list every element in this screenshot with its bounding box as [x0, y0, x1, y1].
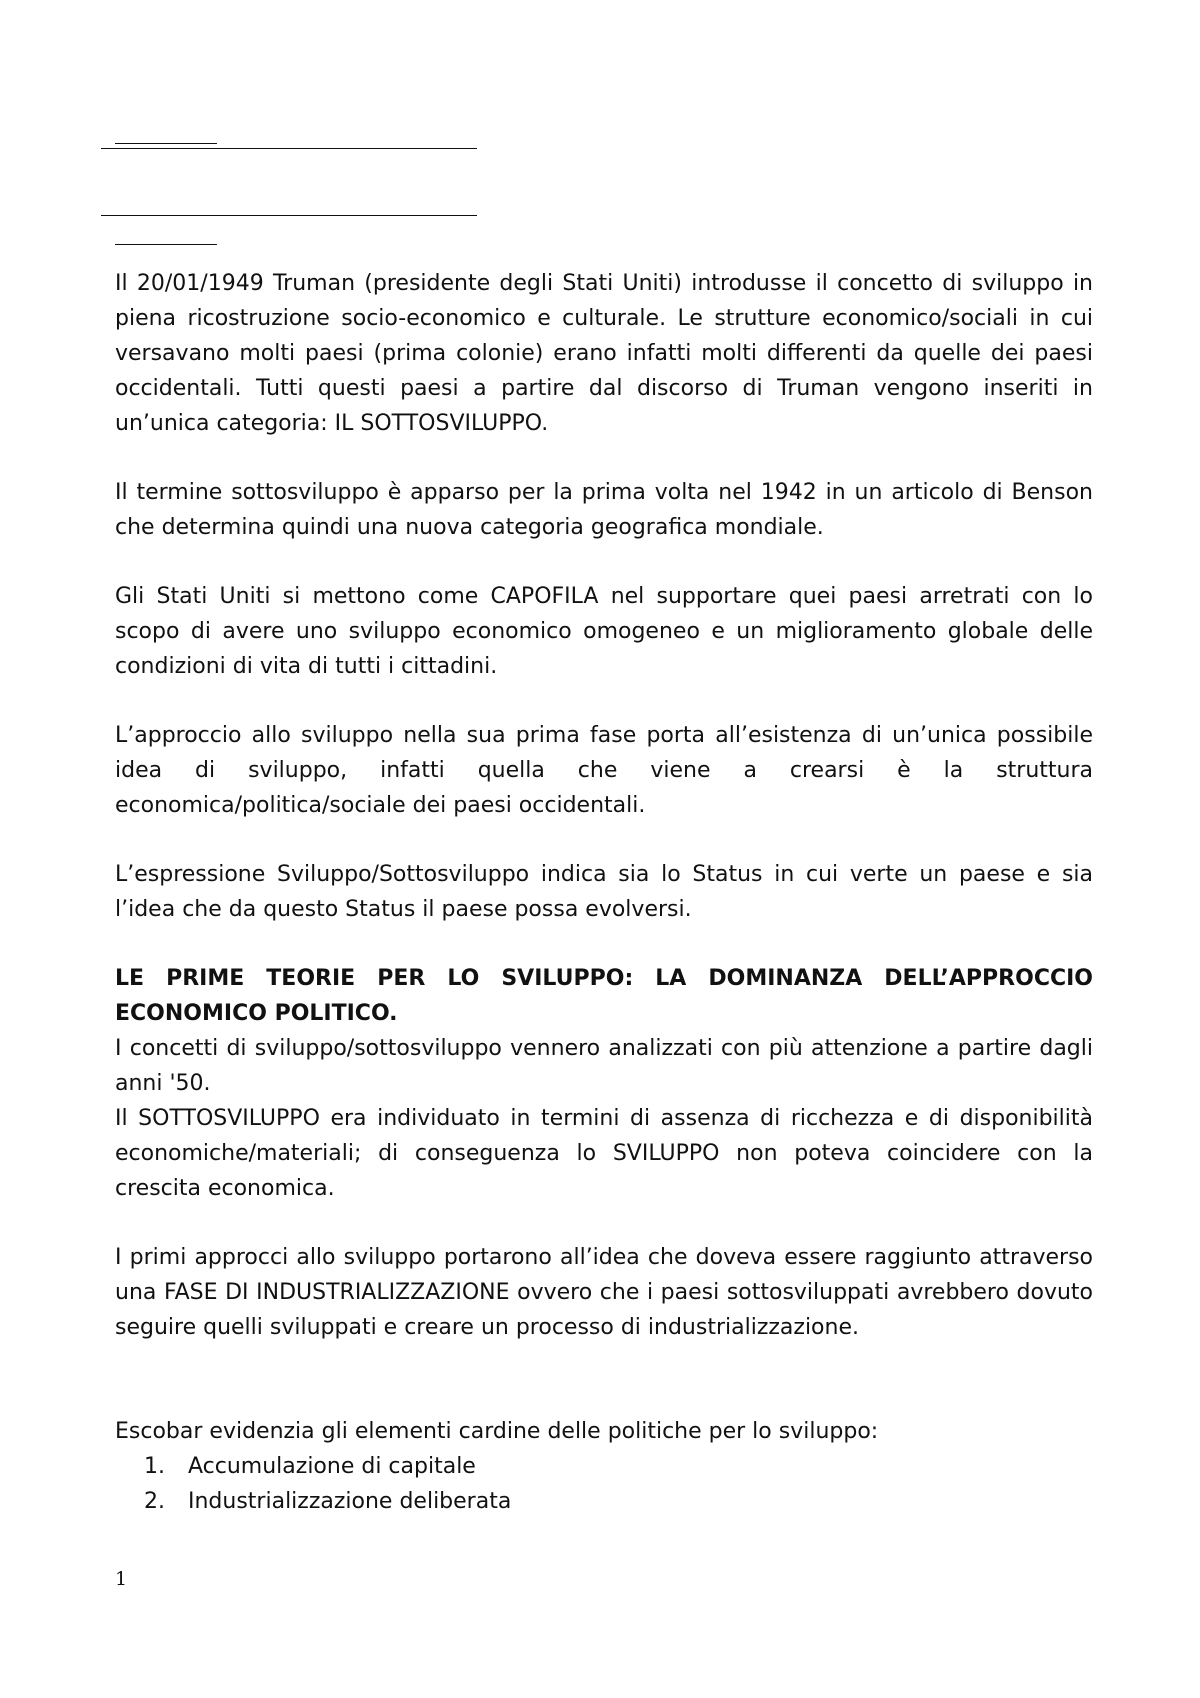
- list-item-text: Industrializzazione deliberata: [188, 1489, 512, 1514]
- paragraph-industrializzazione: I primi approcci allo sviluppo portarono all’idea che doveva essere raggiunto attraverso una FASE DI INDUSTRIALIZZAZIONE ovvero che i paesi sottosviluppati avrebbero dovuto seguire quelli sviluppati e creare un processo di industrializzazione.: [115, 1245, 1093, 1340]
- list-item: [115, 1484, 1093, 1519]
- paragraph-approccio: L’approccio allo sviluppo nella sua prima fase porta all’esistenza di un’unica possibile idea di sviluppo, infatti quella che viene a crearsi è la struttura economica/politica/sociale dei paesi occidentali.: [115, 723, 1093, 818]
- list-item-number: 2.: [144, 1489, 165, 1514]
- separator-line-long: [101, 215, 477, 216]
- paragraph-concetti: I concetti di sviluppo/sottosviluppo vennero analizzati con più attenzione a partire dagli anni '50.: [115, 1036, 1093, 1096]
- page-number: 1: [115, 1568, 128, 1590]
- paragraph-escobar: Escobar evidenzia gli elementi cardine delle politiche per lo sviluppo:: [115, 1419, 879, 1444]
- paragraph-truman: Il 20/01/1949 Truman (presidente degli Stati Uniti) introdusse il concetto di sviluppo in piena ricostruzione socio-economico e culturale. Le strutture economico/sociali in cui versavano molti paesi (prima colonie) erano infatti molti differenti da quelle dei paesi occidentali. Tutti questi paesi a partire dal discorso di Truman vengono inseriti in un’unica categoria: IL SOTTOSVILUPPO.: [115, 271, 1093, 436]
- separator-line-short: [115, 244, 217, 245]
- ordered-list: [115, 1449, 1093, 1519]
- paragraph-espressione: L’espressione Sviluppo/Sottosviluppo indica sia lo Status in cui verte un paese e sia l’idea che da questo Status il paese possa evolversi.: [115, 862, 1093, 922]
- paragraph-sottosviluppo-ricchezza: Il SOTTOSVILUPPO era individuato in termini di assenza di ricchezza e di disponibilità economiche/materiali; di conseguenza lo SVILUPPO non poteva coincidere con la crescita economica.: [115, 1106, 1093, 1201]
- separator-line-short: [115, 143, 217, 144]
- list-item: [115, 1449, 1093, 1484]
- list-item-text: Accumulazione di capitale: [188, 1454, 476, 1479]
- paragraph-sottosviluppo-term: Il termine sottosviluppo è apparso per la prima volta nel 1942 in un articolo di Benson che determina quindi una nuova categoria geografica mondiale.: [115, 480, 1093, 540]
- section-heading: LE PRIME TEORIE PER LO SVILUPPO: LA DOMINANZA DELL’APPROCCIO ECONOMICO POLITICO.: [115, 966, 1093, 1026]
- separator-line-long: [101, 148, 477, 149]
- paragraph-stati-uniti: Gli Stati Uniti si mettono come CAPOFILA nel supportare quei paesi arretrati con lo scopo di avere uno sviluppo economico omogeneo e un miglioramento globale delle condizioni di vita di tutti i cittadini.: [115, 584, 1093, 679]
- list-item-number: 1.: [144, 1454, 165, 1479]
